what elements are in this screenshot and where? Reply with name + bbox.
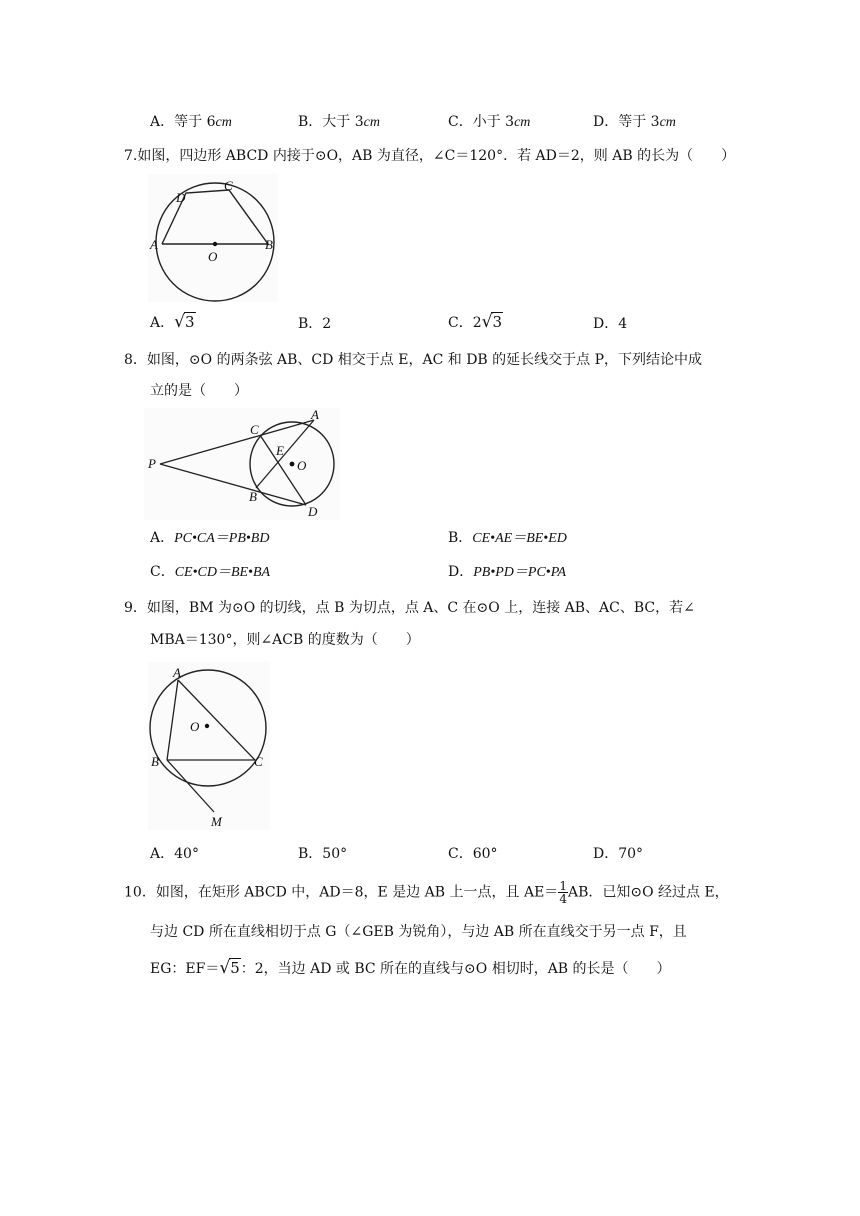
q8-stem-line2: 立的是（ ）: [150, 383, 248, 399]
q9-center-dot: [205, 724, 209, 728]
q9-option-c: C．60°: [448, 846, 498, 862]
q7-option-d: D．4: [593, 316, 628, 332]
q8-label-a: A: [311, 408, 319, 422]
q7-option-c: C．2√3: [448, 312, 503, 332]
q8-option-c: C．CE•CD＝BE•BA: [150, 564, 271, 580]
q9-label-a: A: [173, 665, 181, 680]
q9-line-ab: [167, 680, 178, 760]
q9-option-b: B．50°: [298, 846, 348, 862]
q7-stem: 7.如图，四边形 ABCD 内接于⊙O，AB 为直径，∠C＝120°．若 AD＝2，则 AB 的长为（ ）: [124, 148, 736, 164]
q7-center-dot: [213, 242, 217, 246]
q9-stem-line1: 9．如图，BM 为⊙O 的切线，点 B 为切点，点 A、C 在⊙O 上，连接 AB、AC、BC，若∠: [124, 600, 695, 616]
q10-stem-line3: EG：EF＝√5：2，当边 AD 或 BC 所在的直线与⊙O 相切时，AB 的长是（ ）: [150, 958, 671, 978]
q8-center-dot: [290, 462, 295, 467]
q10-stem-line1: 10．如图，在矩形 ABCD 中，AD＝8，E 是边 AB 上一点，且 AE＝ $\frac{1}{4}$ AB．已知⊙O 经过点 E，: [124, 879, 729, 906]
q7-label-d: D: [176, 190, 186, 205]
q9-label-b: B: [151, 754, 159, 769]
q9-label-m: M: [211, 814, 222, 829]
q8-option-a: A．PC•CA＝PB•BD: [150, 530, 270, 546]
q9-label-o: O: [190, 719, 200, 734]
q6-option-b: B．大于 3cm: [298, 114, 380, 130]
q7-label-a: A: [150, 237, 158, 252]
q8-label-o: O: [297, 458, 307, 473]
q8-option-d: D．PB•PD＝PC•PA: [448, 564, 566, 580]
q9-stem-line2: MBA＝130°，则∠ACB 的度数为（ ）: [150, 632, 420, 648]
q7-label-c: C: [224, 178, 233, 193]
q8-label-d: D: [308, 504, 318, 519]
q9-label-c: C: [254, 754, 263, 769]
q9-option-d: D．70°: [593, 846, 644, 862]
q8-chord-ab: [256, 420, 314, 488]
q6-option-d: D．等于 3cm: [593, 114, 676, 130]
q8-option-b: B．CE•AE＝BE•ED: [448, 530, 567, 546]
q7-label-o: O: [208, 249, 218, 264]
q7-figure: [148, 174, 278, 302]
q6-option-a: A．等于 6cm: [150, 114, 232, 130]
q8-label-b: B: [249, 489, 257, 504]
q7-label-b: B: [265, 237, 273, 252]
q8-stem-line1: 8．如图，⊙O 的两条弦 AB、CD 相交于点 E，AC 和 DB 的延长线交于点 P，下列结论中成: [124, 352, 703, 368]
q8-label-p: P: [148, 456, 156, 471]
q8-label-e: E: [276, 443, 284, 458]
q9-option-a: A．40°: [150, 846, 199, 862]
q10-fraction: $\frac{1}{4}$: [559, 879, 567, 906]
q10-stem-line2: 与边 CD 所在直线相切于点 G（∠GEB 为锐角），与边 AB 所在直线交于另一点 F，且: [150, 924, 687, 940]
q8-line-pd: [160, 464, 306, 505]
q8-line-pa: [160, 420, 314, 464]
q9-circle: [150, 670, 266, 786]
q8-figure: [144, 408, 340, 520]
q6-option-c: C．小于 3cm: [448, 114, 531, 130]
q7-option-a: A．√3: [150, 312, 195, 332]
q8-label-c: C: [250, 422, 259, 437]
q7-option-b: B．2: [298, 316, 332, 332]
q9-figure: [148, 662, 270, 830]
